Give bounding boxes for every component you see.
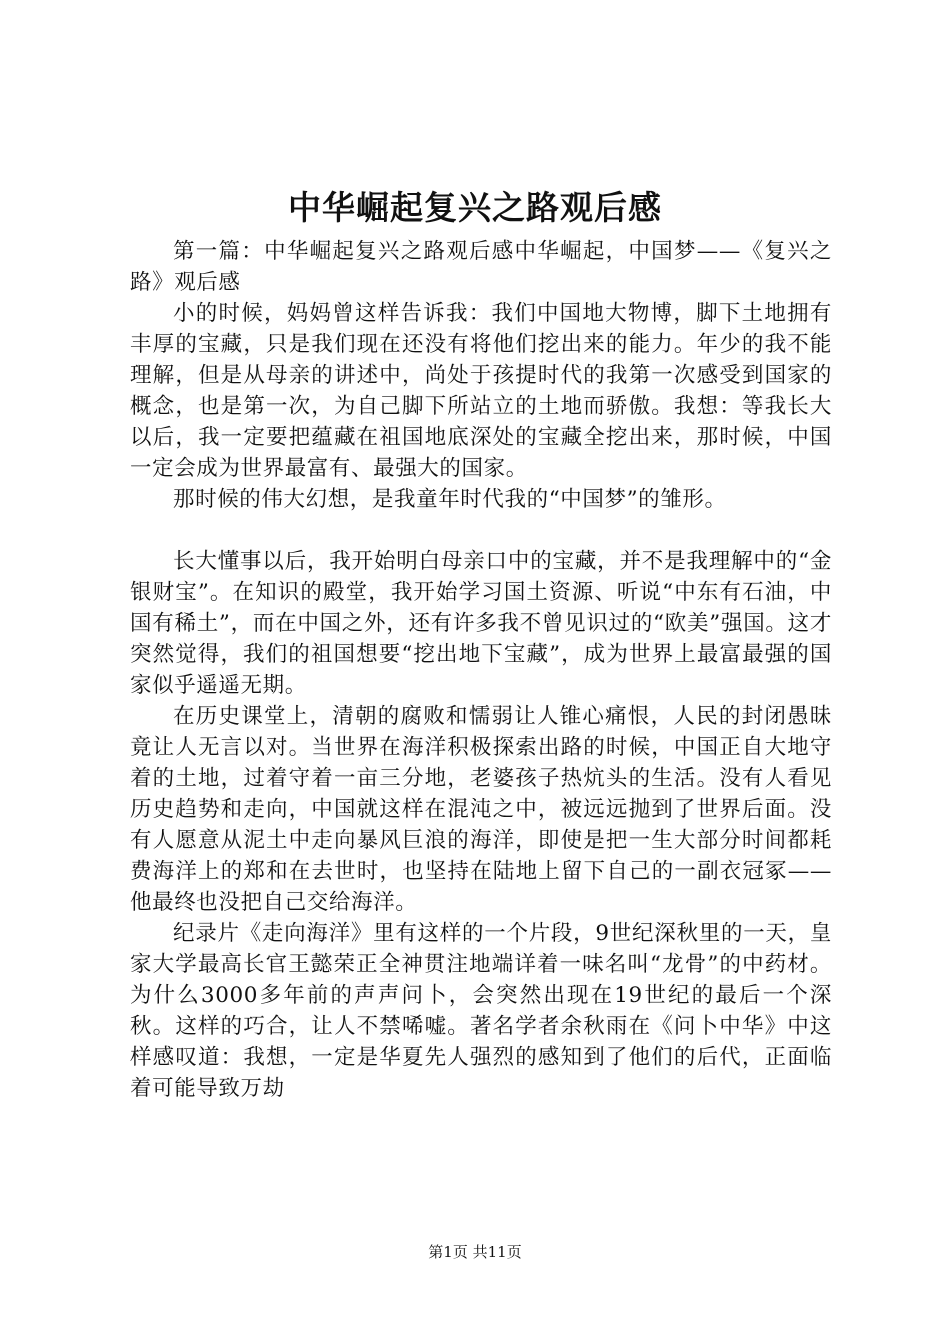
page-title: 中华崛起复兴之路观后感	[288, 188, 662, 227]
page-number-footer: 第1页 共11页	[428, 1243, 522, 1261]
paragraph-3: 那时候的伟大幻想，是我童年时代我的“中国梦”的雏形。	[173, 487, 727, 512]
paragraph-2: 小的时候，妈妈曾这样告诉我：我们中国地大物博，脚下土地拥有丰厚的宝藏，只是我们现在还没有将他们挖出来的能力。年少的我不能理解，但是从母亲的讲述中，尚处于孩提时代的我第一次感受到国家的概念，也是第一次，为自己脚下所站立的土地而骄傲。我想：等我长大以后，我一定要把蕴藏在祖国地底深处的宝藏全挖出来，那时候，中国一定会成为世界最富有、最强大的国家。	[130, 301, 832, 481]
paragraph-4: 长大懂事以后，我开始明白母亲口中的宝藏，并不是我理解中的“金银财宝”。在知识的殿堂，我开始学习国土资源、听说“中东有石油，中国有稀土”，而在中国之外，还有许多我不曾见识过的“欧美”强国。这才突然觉得，我们的祖国想要“挖出地下宝藏”，成为世界上最富最强的国家似乎遥遥无期。	[130, 549, 832, 698]
paragraph-spacer	[130, 515, 832, 546]
paragraph-1: 第一篇：中华崛起复兴之路观后感中华崛起，中国梦——《复兴之路》观后感	[130, 239, 832, 295]
paragraph-6: 纪录片《走向海洋》里有这样的一个片段，9世纪深秋里的一天，皇家大学最高长官王懿荣正全神贯注地端详着一味名叫“龙骨”的中药材。为什么3000多年前的声声问卜，会突然出现在19世纪的最后一个深秋。这样的巧合，让人不禁唏嘘。著名学者余秋雨在《问卜中华》中这样感叹道：我想，一定是华夏先人强烈的感知到了他们的后代，正面临着可能导致万劫	[130, 921, 832, 1101]
document-body	[130, 236, 832, 1104]
paragraph-5: 在历史课堂上，清朝的腐败和懦弱让人锥心痛恨，人民的封闭愚昧竟让人无言以对。当世界在海洋积极探索出路的时候，中国正自大地守着的土地，过着守着一亩三分地，老婆孩子热炕头的生活。没有人看见历史趋势和走向，中国就这样在混沌之中，被远远抛到了世界后面。没有人愿意从泥土中走向暴风巨浪的海洋，即使是把一生大部分时间都耗费海洋上的郑和在去世时，也坚持在陆地上留下自己的一副衣冠冢——他最终也没把自己交给海洋。	[130, 704, 832, 915]
